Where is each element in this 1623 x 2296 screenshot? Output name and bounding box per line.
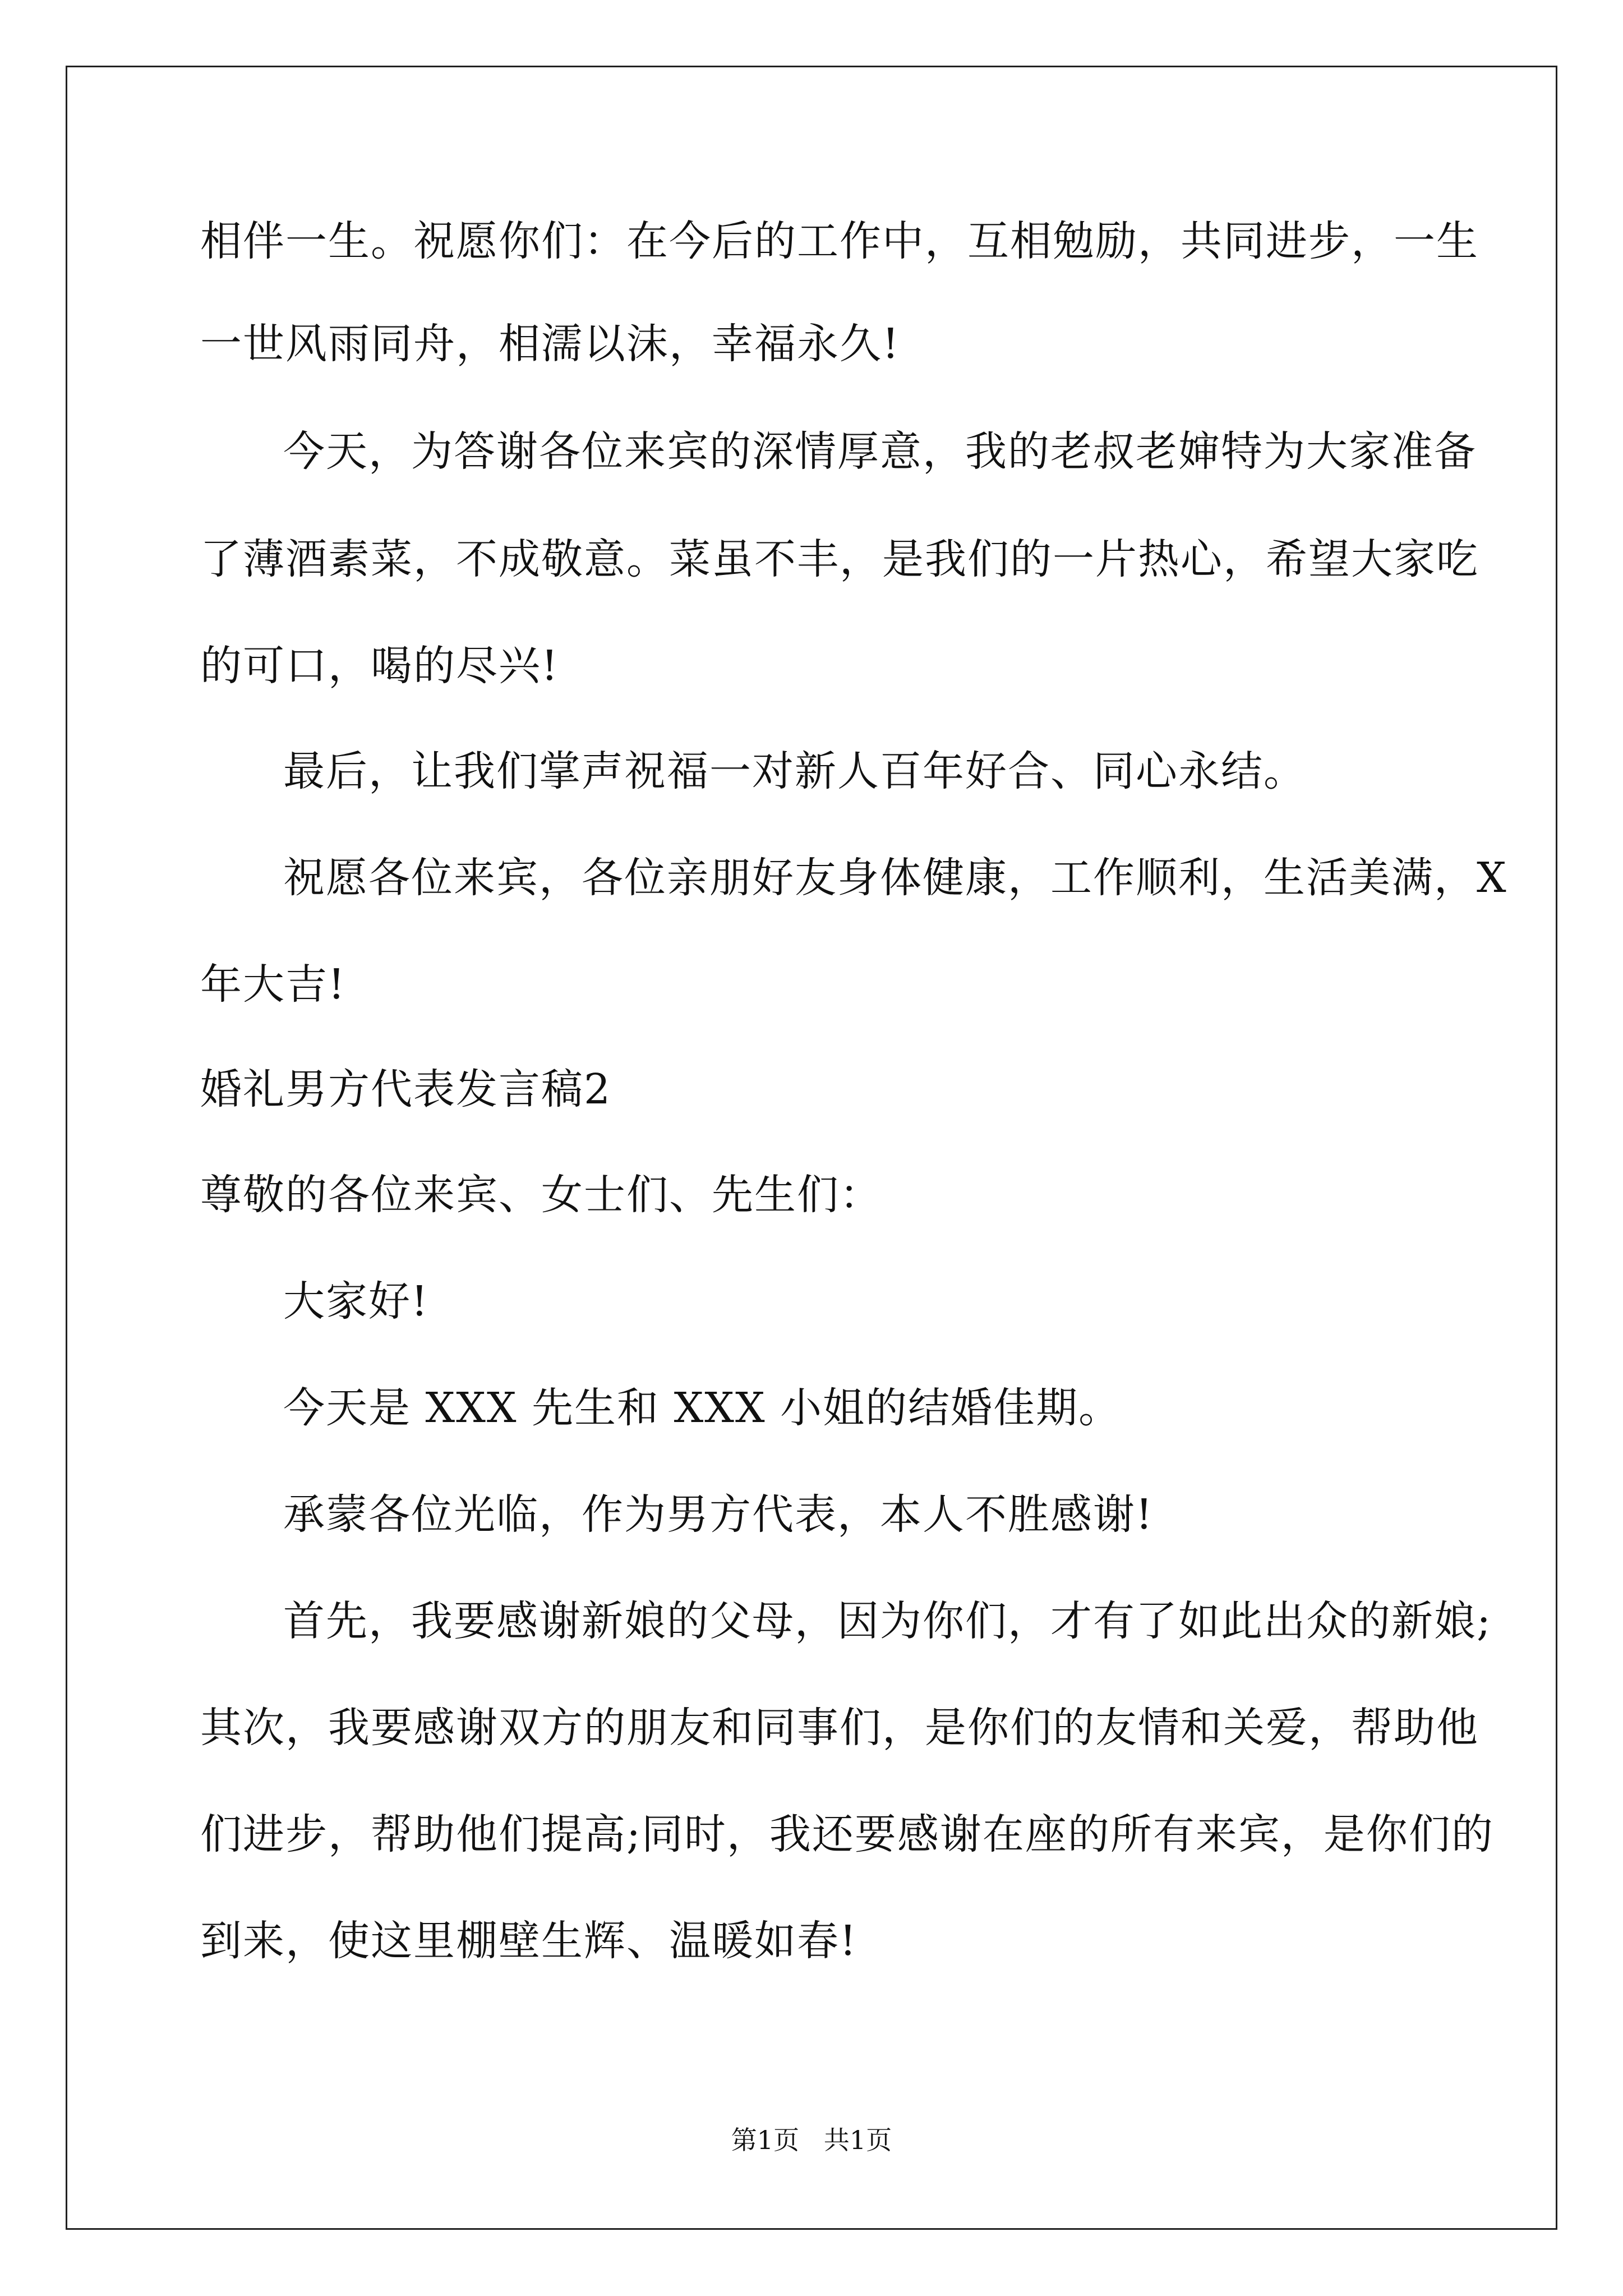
- paragraph-line: 的可口，喝的尽兴!: [200, 642, 559, 690]
- paragraph-line: 今天是 XXX 先生和 XXX 小姐的结婚佳期。: [283, 1384, 1122, 1432]
- paragraph-line: 其次，我要感谢双方的朋友和同事们，是你们的友情和关爱，帮助他: [200, 1704, 1479, 1752]
- paragraph-line: 祝愿各位来宾，各位亲朋好友身体健康，工作顺利，生活美满，X: [283, 854, 1507, 902]
- paragraph-line: 了薄酒素菜，不成敬意。菜虽不丰，是我们的一片热心，希望大家吃: [200, 535, 1479, 583]
- paragraph-line: 今天，为答谢各位来宾的深情厚意，我的老叔老婶特为大家准备: [283, 427, 1477, 476]
- paragraph-line: 最后，让我们掌声祝福一对新人百年好合、同心永结。: [283, 747, 1306, 795]
- paragraph-line: 相伴一生。祝愿你们：在今后的工作中，互相勉励，共同进步，一生: [200, 217, 1479, 265]
- paragraph-line: 首先，我要感谢新娘的父母，因为你们，才有了如此出众的新娘;: [283, 1597, 1492, 1645]
- paragraph-line: 到来，使这里棚壁生辉、温暖如春!: [200, 1917, 857, 1965]
- section-heading: 婚礼男方代表发言稿2: [200, 1065, 612, 1114]
- paragraph-line: 们进步，帮助他们提高;同时，我还要感谢在座的所有来宾，是你们的: [200, 1810, 1494, 1858]
- page-border: [66, 66, 1557, 2230]
- paragraph-line: 一世风雨同舟，相濡以沫，幸福永久!: [200, 320, 900, 368]
- salutation: 尊敬的各位来宾、女士们、先生们：: [200, 1171, 882, 1219]
- paragraph-line: 年大吉!: [200, 960, 346, 1009]
- page-footer: 第1页 共1页: [731, 2125, 892, 2155]
- paragraph-line: 承蒙各位光临，作为男方代表，本人不胜感谢!: [283, 1490, 1154, 1539]
- paragraph-line: 大家好!: [283, 1277, 429, 1326]
